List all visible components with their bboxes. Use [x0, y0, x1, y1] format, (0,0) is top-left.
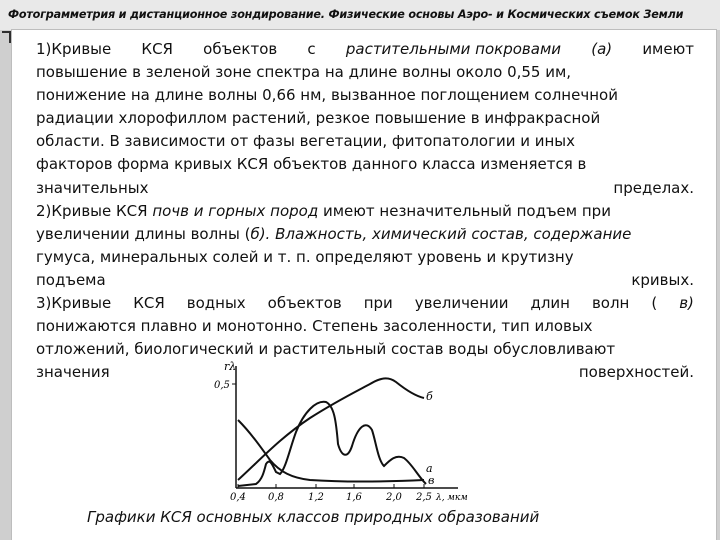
- line-text: кривых.: [631, 270, 694, 289]
- x-tick-label: 1,6: [346, 492, 362, 503]
- slide-body-text: [36, 38, 694, 384]
- word: 1)Кривые: [36, 40, 112, 58]
- spectral-curves-figure: [200, 360, 478, 506]
- text-fragment: имеют незначительный подъем при: [318, 201, 611, 220]
- word: водных: [186, 294, 246, 313]
- line-text: подъема: [36, 270, 106, 289]
- word: волн: [591, 294, 630, 313]
- corner-marker: [2, 31, 11, 43]
- line-text: понижаются плавно и монотонно. Степень засоленности, тип иловых: [36, 317, 593, 336]
- line-text: [36, 223, 631, 246]
- word: КСЯ: [141, 40, 173, 58]
- curve-label-v: в: [428, 474, 435, 487]
- word: объектов: [203, 40, 278, 58]
- line-text: повышение в зеленой зоне спектра на длине волны около 0,55 им,: [36, 63, 572, 82]
- x-tick-label: 2,0: [386, 492, 402, 503]
- spectral-curves-svg: [200, 360, 478, 506]
- text-line: [36, 292, 694, 315]
- line-text: поверхностей.: [578, 363, 694, 382]
- word-italic: в): [679, 294, 694, 313]
- curve-vegetation: [238, 402, 426, 486]
- text-line: [36, 107, 694, 130]
- word: 3)Кривые: [36, 294, 112, 313]
- word: объектов: [267, 294, 342, 313]
- x-tick-label: 0,8: [268, 492, 284, 503]
- line-text: факторов форма кривых КСЯ объектов данного класса изменяется в: [36, 155, 587, 174]
- text-fragment-italic: почв и горных пород: [152, 201, 319, 220]
- text-line: [36, 223, 694, 246]
- word: имеют: [642, 40, 694, 58]
- word-italic: (а): [591, 40, 613, 58]
- text-line: [36, 38, 694, 61]
- word: КСЯ: [133, 294, 165, 313]
- x-tick-label: 1,2: [308, 492, 324, 503]
- text-line: [36, 338, 694, 361]
- text-line: [36, 246, 694, 269]
- line-text: радиации хлорофиллом растений, резкое повышение в инфракрасной: [36, 109, 601, 128]
- y-tick-label: 0,5: [214, 380, 230, 391]
- header-bar: [0, 0, 720, 30]
- header-title: Фотограмметрия и дистанционное зондирование. Физические основы Аэро- и Космических съемок Земли: [8, 8, 684, 21]
- word: длин: [530, 294, 570, 313]
- line-text: [36, 200, 611, 223]
- x-axis-unit: λ, мкм: [436, 493, 468, 503]
- line-text: области. В зависимости от фазы вегетации, фитопатологии и иных: [36, 132, 576, 151]
- line-text: гумуса, минеральных солей и т. п. определяют уровень и крутизну: [36, 247, 574, 266]
- line-text: значительных: [36, 178, 149, 197]
- word: с: [307, 40, 316, 58]
- figure-caption: Графики КСЯ основных классов природных образований: [87, 508, 540, 526]
- curve-water: [238, 420, 424, 482]
- text-line: [36, 61, 694, 84]
- line-text: отложений, биологический и растительный состав воды обусловливают: [36, 340, 616, 359]
- text-line: [36, 130, 694, 153]
- word: увеличении: [414, 294, 509, 313]
- word-italic: растительными покровами: [345, 40, 562, 58]
- text-line: [36, 315, 694, 338]
- curve-label-a: а: [426, 462, 433, 475]
- text-line: [36, 269, 694, 292]
- word: (: [651, 294, 658, 313]
- word: при: [363, 294, 393, 313]
- line-text: пределах.: [613, 178, 694, 197]
- text-line: [36, 177, 694, 200]
- text-fragment: увеличении длины волны (: [36, 224, 251, 243]
- y-axis-label: rλ: [224, 360, 237, 373]
- curve-label-b: б: [426, 390, 433, 403]
- text-fragment: 2)Кривые КСЯ: [36, 201, 153, 220]
- text-line: [36, 84, 694, 107]
- x-tick-label: 0,4: [230, 492, 246, 503]
- x-tick-label: 2,5: [416, 492, 432, 503]
- line-text: значения: [36, 363, 110, 382]
- line-text: понижение на длине волны 0,66 нм, вызванное поглощением солнечной: [36, 86, 618, 105]
- text-line: [36, 200, 694, 223]
- text-fragment-italic: б). Влажность, химический состав, содержание: [250, 224, 632, 243]
- text-line: [36, 153, 694, 176]
